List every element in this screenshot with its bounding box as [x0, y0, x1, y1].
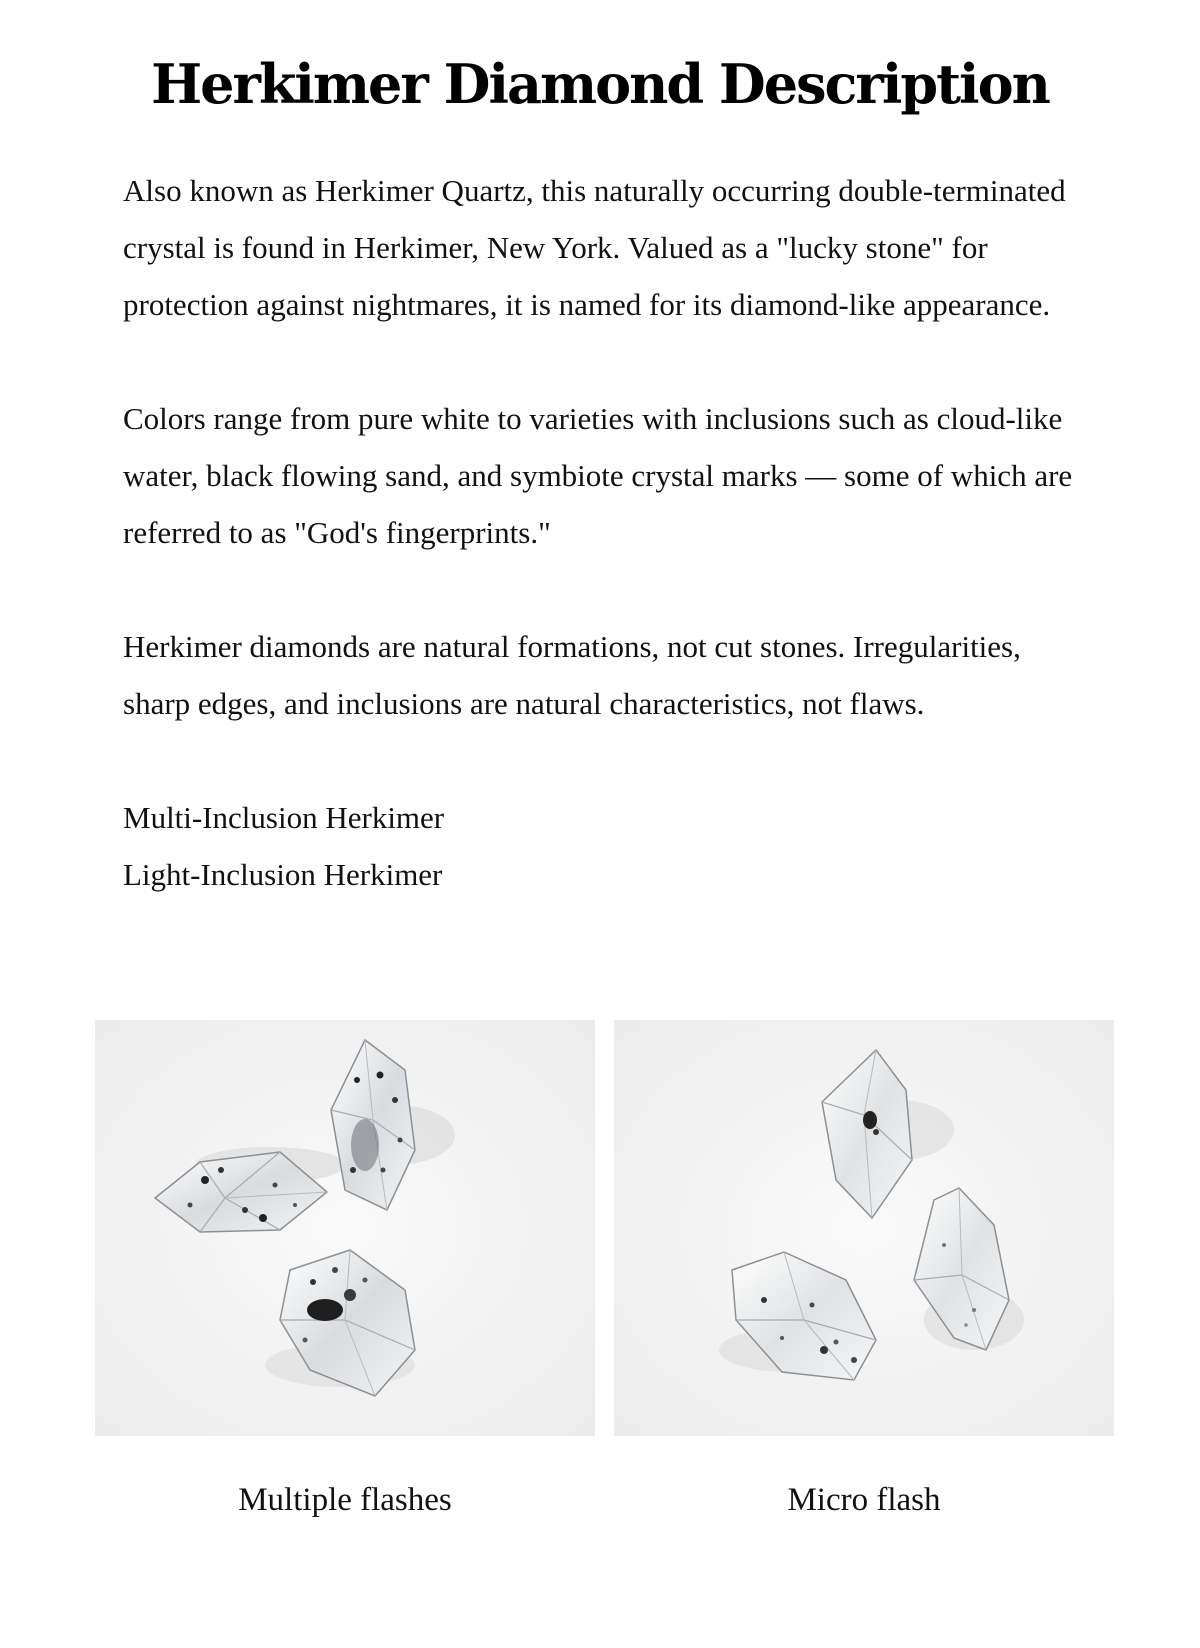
paragraph-colors: Colors range from pure white to varieties with inclusions such as cloud-like water, black flowing sand, and symbiote crystal marks — some of which are referred to as "God's fingerprints.": [123, 401, 1073, 550]
photo-multiple-flashes: [95, 1020, 595, 1436]
description-body: [123, 162, 1083, 903]
label-light-inclusion: Light-Inclusion Herkimer: [123, 857, 443, 892]
caption-micro-flash: Micro flash: [787, 1482, 941, 1518]
crystals-multi-inclusion-illustration: [95, 1020, 595, 1436]
photo-micro-flash: [614, 1020, 1114, 1436]
crystals-light-inclusion-illustration: [614, 1020, 1114, 1436]
page-title: Herkimer Diamond Description: [151, 52, 1049, 116]
caption-multiple-flashes: Multiple flashes: [238, 1482, 452, 1518]
label-multi-inclusion: Multi-Inclusion Herkimer: [123, 800, 445, 835]
paragraph-natural: Herkimer diamonds are natural formations, not cut stones. Irregularities, sharp edges, and inclusions are natural characteristics, not flaws.: [123, 629, 1021, 721]
paragraph-intro: Also known as Herkimer Quartz, this naturally occurring double-terminated crystal is found in Herkimer, New York. Valued as a "lucky stone" for protection against nightmares, it is named for its diamond-like appearance.: [123, 173, 1066, 322]
